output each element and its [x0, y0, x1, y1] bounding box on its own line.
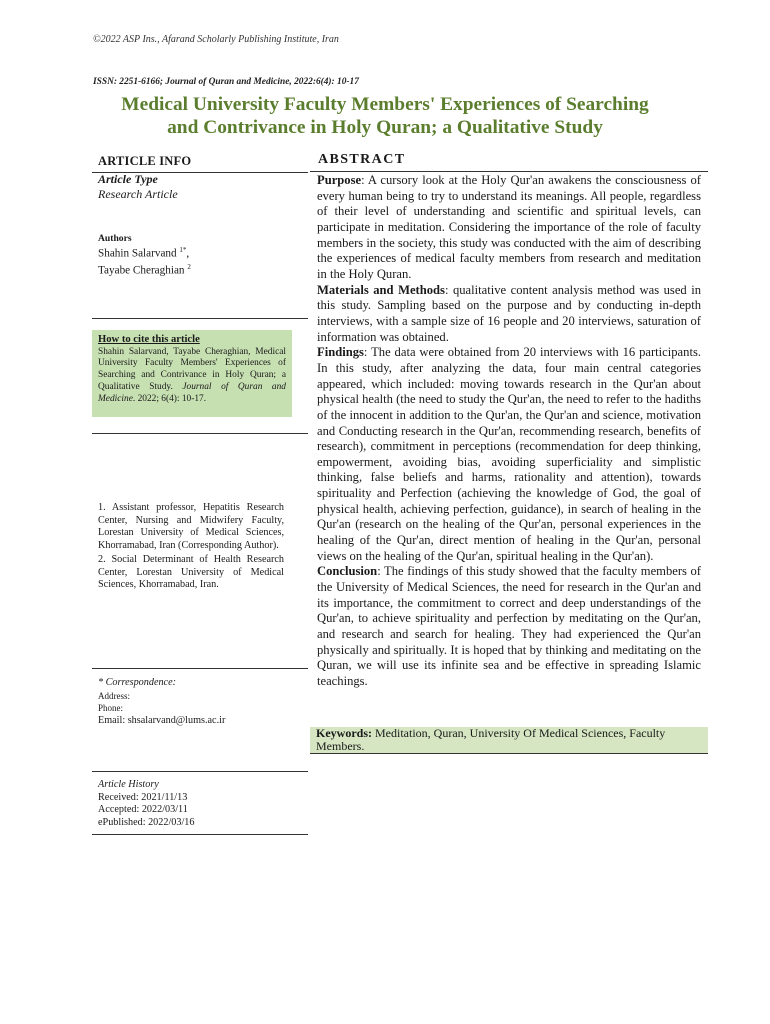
history-published: ePublished: 2022/03/16	[98, 817, 195, 829]
correspondence-block	[98, 677, 284, 728]
issn-line: ISSN: 2251-6166; Journal of Quran and Medicine, 2022:6(4): 10-17	[93, 77, 359, 87]
divider	[92, 668, 308, 669]
citation-text	[98, 347, 286, 406]
conclusion-label: Conclusion	[317, 564, 378, 579]
purpose-label: Purpose	[317, 173, 362, 187]
abstract-body	[317, 173, 701, 690]
keywords-box	[310, 727, 708, 753]
abstract-purpose	[317, 173, 701, 283]
article-info-heading: ARTICLE INFO	[98, 154, 192, 168]
abstract-methods	[317, 283, 701, 346]
divider	[92, 433, 308, 434]
citation-tail: . 2022; 6(4): 10-17.	[132, 393, 207, 404]
correspondence-email: Email: shsalarvand@lums.ac.ir	[98, 715, 226, 727]
author-1-name: Shahin Salarvand	[98, 247, 177, 260]
citation-journal: Journal of Quran and Medicine	[98, 381, 286, 404]
affiliations	[98, 502, 284, 594]
authors-block	[98, 233, 284, 277]
citation-plain: Shahin Salarvand, Tayabe Cheraghian, Medical University Faculty Members' Experiences of Searching and Contrivance in Holy Quran; a Qualitative Study.	[98, 346, 286, 392]
history-received: Received: 2021/11/13	[98, 791, 188, 803]
divider	[92, 834, 308, 835]
abstract-heading: ABSTRACT	[318, 152, 406, 167]
copyright-line: ©2022 ASP Ins., Afarand Scholarly Publishing Institute, Iran	[93, 34, 339, 45]
history-label: Article History	[98, 779, 159, 790]
divider	[310, 753, 708, 754]
title-line-1: Medical University Faculty Members' Experiences of Searching	[121, 94, 649, 115]
purpose-text: : A cursory look at the Holy Qur'an awakens the consciousness of every human being to try to understand its meanings. All people, regardless of their level of understanding and scientific and spiritual levels, can participate in meditation. Considering the importance of the role of faculty members in the society, this study was conducted with the aim of describing the experiences of medical faculty members from research and meditation in the Holy Quran.	[317, 173, 701, 281]
author-1-sup: 1*	[179, 246, 187, 254]
author-2-name: Tayabe Cheraghian	[98, 264, 185, 277]
findings-label: Findings	[317, 345, 364, 360]
divider	[92, 771, 308, 772]
authors-label: Authors	[98, 233, 132, 244]
divider	[310, 171, 708, 172]
methods-label: Materials and Methods	[317, 282, 445, 297]
correspondence-address: Address:	[98, 690, 130, 701]
keywords-label: Keywords:	[316, 726, 372, 740]
how-to-cite-box	[92, 330, 292, 417]
article-type-block	[98, 172, 284, 202]
author-1: Shahin Salarvand $^{1*}$,	[98, 246, 190, 260]
affiliation-1: 1. Assistant professor, Hepatitis Research Center, Nursing and Midwifery Faculty, Lorestan University of Medical Sciences, Khorramabad, Iran (Corresponding Author).	[98, 502, 284, 551]
abstract-findings	[317, 345, 701, 564]
findings-text: : The data were obtained from 20 interviews with 16 participants. In this study, after analyzing the data, four main central categories appeared, which included: moving towards research in the Qur'an about physical health (the need to study the Qur'an, the need to refer to the hadiths of the innocent in addition to the Qur'an, the Qur'an and science, motivation and Conducting research in the Qur'an, recommending research, benefits of research), commitment in perceptions (recommendation for deep thinking, empowerment, avoiding bias, avoiding superficiality and simplistic thinking, false beliefs and harms, rationality and attention), towards spirituality and Perfection (achieving the knowledge of God, the goal of physical health, achieving perfection, guidance), in search of healing in the Qur'an (research on the healing of the Qur'an, personal experiences in the healing of the Qur'an, direct mention of healing in the Qur'an, personal views on the healing of the Qur'an, spiritual healing in the Qur'an).	[317, 345, 701, 563]
keywords-text: Meditation, Quran, University Of Medical Sciences, Faculty Members.	[316, 726, 666, 753]
article-history	[98, 779, 284, 830]
correspondence-label: * Correspondence:	[98, 677, 176, 688]
abstract-conclusion	[317, 564, 701, 689]
article-type-value: Research Article	[98, 187, 178, 201]
history-accepted: Accepted: 2022/03/11	[98, 804, 188, 816]
how-to-cite-title: How to cite this article	[98, 334, 200, 345]
methods-text: : qualitative content analysis method was used in this study. Sampling based on the purpose and by conducting in-depth interviews, with a sample size of 16 people and 20 interviews, saturation of information was obtained.	[317, 282, 702, 344]
title-line-2: and Contrivance in Holy Quran; a Qualitative Study	[167, 117, 603, 138]
conclusion-text: : The findings of this study showed that the faculty members of the University of Medical Sciences, the need for research in the Qur'an and its importance, the commitment to correct and deep understandings of the Qur'an, to achieve spirituality and perfection by meditating on the Qur'an, and research and search for healing. They had experienced the Qur'an physically and spiritually. It is hoped that by thinking and meditating on the Quran, we will use its infinite sea and be effective in spreading Islamic teachings.	[317, 564, 701, 688]
article-title	[80, 93, 690, 139]
correspondence-phone: Phone:	[98, 703, 124, 714]
affiliation-2: 2. Social Determinant of Health Research Center, Lorestan University of Medical Sciences, Khorramabad, Iran.	[98, 554, 284, 590]
author-2	[98, 261, 284, 278]
divider	[92, 318, 308, 319]
author-2-sup: 2	[187, 262, 191, 271]
article-type-label: Article Type	[98, 172, 158, 186]
